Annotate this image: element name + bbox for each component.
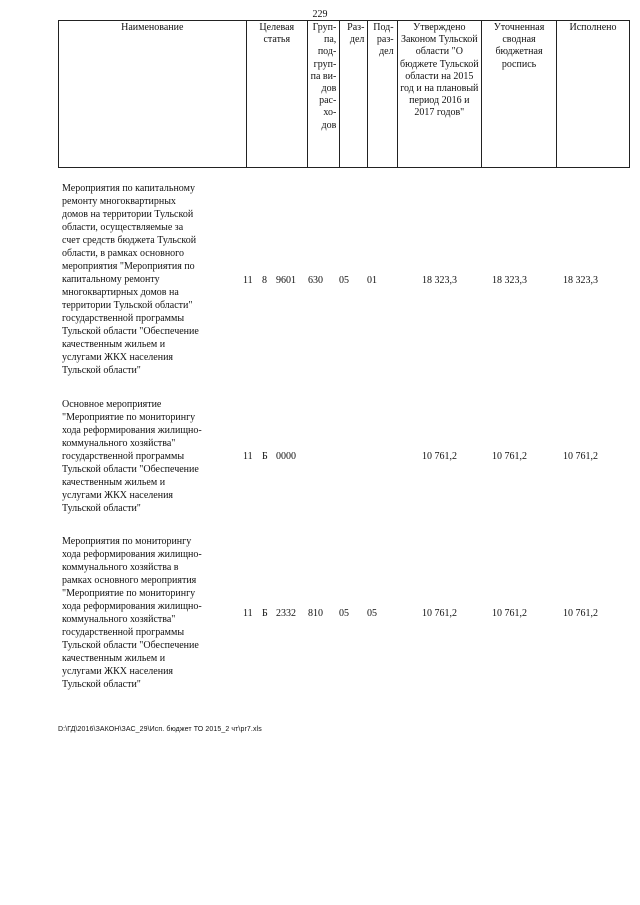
row-executed: 18 323,3 [563,275,598,286]
row-refined: 10 761,2 [492,451,527,462]
row-refined: 10 761,2 [492,608,527,619]
row-target-a: 11 [243,275,253,286]
row-subsection: 05 [367,608,377,619]
row-target-a: 11 [243,451,253,462]
row-section: 05 [339,275,349,286]
row-approved: 10 761,2 [422,608,457,619]
column-header-name: Наименование [59,21,247,168]
row-section: 05 [339,608,349,619]
row-executed: 10 761,2 [563,608,598,619]
row-target-c: 0000 [276,451,296,462]
table-row [58,398,630,518]
row-name: Мероприятия по мониторингу хода реформирования жилищно- коммунального хозяйства в рамках основного мероприятия "Мероприятие по мониторингу хода реформирования жилищно- коммунального хозяйства" государственной программы Тульской области "Обеспечение качественным жильем и услугами ЖКХ населения Тульской области" [62,536,202,690]
row-name: Основное мероприятие "Мероприятие по мониторингу хода реформирования жилищно- коммунального хозяйства" государственной программы Тульской области "Обеспечение качественным жильем и услугами ЖКХ населения Тульской области" [62,399,202,514]
row-target-b: Б [262,451,268,462]
table-row [58,535,630,695]
row-target-b: 8 [262,275,267,286]
row-group: 630 [308,275,323,286]
row-name: Мероприятия по капитальному ремонту многоквартирных домов на территории Тульской области, осуществляемые за счет средств бюджета Тульской области, в рамках основного мероприятия "Мероприятия по капитальному ремонту многоквартирных домов на территории Тульской области" государственной программы Тульской области "Обеспечение качественным жильем и услугами ЖКХ населения Тульской области" [62,183,199,376]
column-header-section: Раз-дел [340,21,368,168]
row-executed: 10 761,2 [563,451,598,462]
column-header-group: Груп-па, под-груп-па ви-дов рас-хо-дов [308,21,340,168]
row-target-a: 11 [243,608,253,619]
row-refined: 18 323,3 [492,275,527,286]
table-row [58,182,630,382]
row-approved: 18 323,3 [422,275,457,286]
table-header [58,20,630,168]
column-header-approved: Утверждено Законом Тульской области "О бюджете Тульской области на 2015 год и на плановый период 2016 и 2017 годов" [397,21,481,168]
column-header-refined: Уточненная сводная бюджетная роспись [482,21,557,168]
column-header-executed: Исполнено [557,21,630,168]
file-path-footer: D:\ГД\2016\ЗАКОН\ЗАС_29\Исп. бюджет ТО 2015_2 чт\pr7.xls [58,726,262,733]
row-target-b: Б [262,608,268,619]
column-header-target: Целевая статья [246,21,307,168]
row-approved: 10 761,2 [422,451,457,462]
row-target-c: 9601 [276,275,296,286]
column-header-subsection: Под-раз-дел [368,21,397,168]
row-target-c: 2332 [276,608,296,619]
row-subsection: 01 [367,275,377,286]
row-group: 810 [308,608,323,619]
page-number: 229 [312,9,328,20]
